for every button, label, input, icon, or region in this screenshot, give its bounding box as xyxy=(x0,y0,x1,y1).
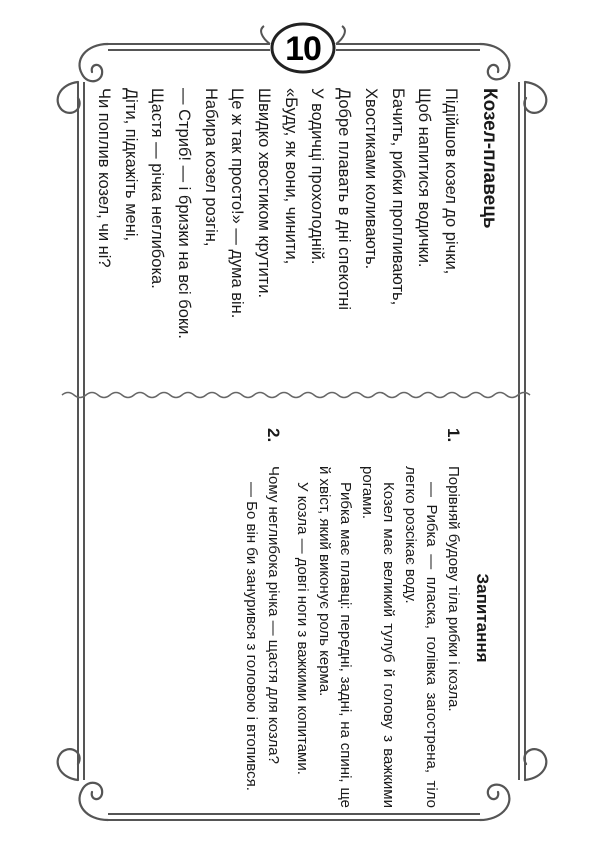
answer-text: Козел має великий тулуб й голову з важкими рогами. xyxy=(359,466,398,808)
poem-line: Набира козел розгін, xyxy=(201,88,220,247)
poem-line: Щастя — річка неглибока. xyxy=(148,88,167,289)
question-number: 1. xyxy=(444,428,463,443)
question-item xyxy=(292,428,464,808)
question-text: Порівняй будову тіла рибки і козла. xyxy=(445,466,462,712)
page-number-badge: 10 xyxy=(285,29,321,68)
poem-line: — Стриб! — і бризки на всі боки. xyxy=(174,88,193,339)
poem-line: Підійшов козел до річки, xyxy=(442,88,460,275)
answer-text: У козла — довгі ноги з важкими копитами. xyxy=(294,482,312,775)
poem-lines xyxy=(90,88,464,358)
poem-line: Щоб напитися водички. xyxy=(415,88,434,268)
question-item xyxy=(241,428,284,808)
poem-line: «Буду, як вони, чинити, xyxy=(281,88,300,265)
poem-block xyxy=(90,88,500,358)
poem-line: Бачить, рибки пропливають, xyxy=(388,88,407,306)
poem-line: Діти, підкажіть мені, xyxy=(121,88,140,242)
poem-line: Хвостиками коливають. xyxy=(361,88,380,270)
poem-line: Чи поплив козел, чи ні? xyxy=(94,88,113,268)
poem-line: Це ж так просто!» — дума він. xyxy=(228,88,247,319)
question-number: 2. xyxy=(264,428,283,443)
poem-line: Швидко хвостиком крутити. xyxy=(255,88,274,299)
answer-text: — Рибка — пласка, голівка загострена, тіло легко розсікає воду. xyxy=(402,466,441,808)
poem-title: Козел-плавець xyxy=(479,88,500,229)
poem-line: У водичці прохолодній. xyxy=(308,88,327,265)
questions-block xyxy=(241,428,492,808)
poem-line: Добре плавать в дні спекотні xyxy=(335,88,354,311)
answer-text: Рибка має плавці: передні, задні, на спині, ще й хвіст, який виконує роль керма. xyxy=(316,466,355,808)
answer-text: — Бо він би занурився з головою і втопився. xyxy=(243,482,261,791)
question-text: Чому неглибока річка — щастя для козла? xyxy=(265,466,282,764)
questions-title: Запитання xyxy=(473,573,492,663)
